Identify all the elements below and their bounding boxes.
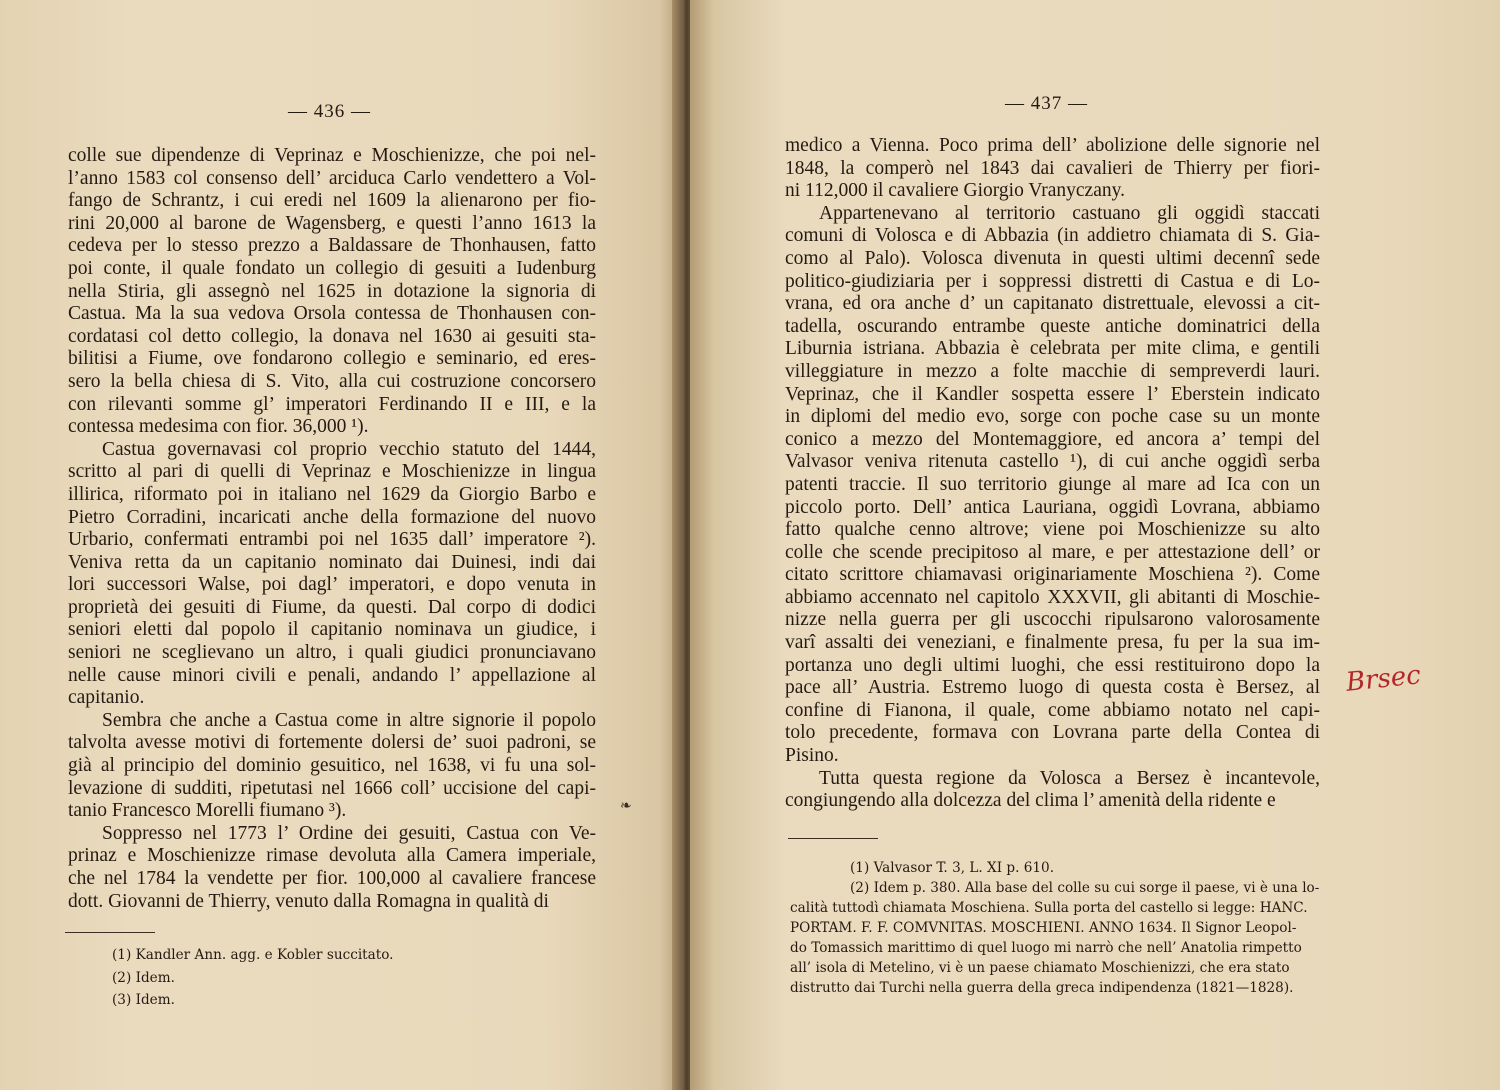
text-line: tadella, oscurando entrambe queste antiche dominatrici della [785, 315, 1320, 337]
footnote-rule [788, 838, 878, 839]
footnote-line: (1) Kandler Ann. agg. e Kobler succitato. [112, 947, 394, 963]
ink-mark: ❧ [620, 799, 632, 814]
text-line: nelle cause minori civili e penali, andando l’ appellazione al [68, 664, 596, 686]
text-line: Castua. Ma la sua vedova Orsola contessa de Thonhausen con- [68, 303, 596, 325]
text-line: Tutta questa regione da Volosca a Bersez è incantevole, [819, 767, 1320, 789]
text-line: cedeva per lo stesso prezzo a Baldassare de Thonhausen, fatto [68, 235, 596, 257]
text-line: colle sue dipendenze di Veprinaz e Moschienizze, che poi nel- [68, 145, 596, 166]
text-line: che nel 1784 la vendette per fior. 100,000 al cavaliere francese [68, 868, 596, 889]
text-line: Soppresso nel 1773 l’ Ordine dei gesuiti, Castua con Ve- [102, 822, 596, 844]
text-line: Sembra che anche a Castua come in altre signorie il popolo [102, 709, 596, 731]
text-line: ni 112,000 il cavaliere Giorgio Vranyczany. [785, 180, 1125, 202]
footnotes [112, 945, 393, 1013]
text-line: illirica, riformato poi in italiano nel 1629 da Giorgio Barbo e [68, 483, 596, 505]
text-line: Pisino. [785, 745, 839, 767]
text-line: talvolta avesse motivi di fortemente dolersi de’ suoi padroni, se [68, 732, 596, 754]
text-line: como al Palo). Volosca divenuta in questi ultimi decennî sede [785, 247, 1320, 269]
page-body [68, 145, 596, 913]
text-line: nella Stiria, gli assegnò nel 1625 in dotazione la signoria di [68, 280, 596, 302]
text-line: piccolo porto. Dell’ antica Lauriana, oggidì Lovrana, abbiamo [785, 496, 1320, 518]
text-line: confine di Fianona, il quale, come abbiamo notato nel capi- [785, 699, 1320, 721]
text-line: pace all’ Austria. Estremo luogo di questa costa è Bersez, al [785, 677, 1320, 699]
right-page [690, 0, 1500, 1090]
text-line: bilitisi a Fiume, ove fondarono collegio e seminario, ed eres- [68, 348, 596, 370]
footnote-line: (3) Idem. [112, 992, 175, 1009]
text-line: varî assalti dei veneziani, e finalmente presa, fu per la sua im- [785, 632, 1320, 654]
footnote-line: distrutto dai Turchi nella guerra della greca indipendenza (1821—1828). [790, 980, 1294, 996]
text-line: già al principio del dominio gesuitico, nel 1638, vi fu una sol- [68, 755, 596, 777]
text-line: in diplomi del medio evo, sorge con poche case su un monte [785, 406, 1320, 428]
text-line: vrana, ed ora anche d’ un capitanato distrettuale, elevossi a cit- [785, 293, 1320, 315]
text-line: Veniva retta da un capitanio nominato dai Duinesi, indi dai [68, 551, 596, 573]
footnote-line: calità tuttodì chiamata Moschiena. Sulla porta del castello si legge: HANC. [790, 900, 1308, 916]
text-line: villeggiature in mezzo a folte macchie di sempreverdi lauri. [785, 360, 1320, 382]
text-line: contessa medesima con fior. 36,000 ¹). [68, 416, 369, 438]
text-line: patenti traccie. Il suo territorio giunge al mare ad Ica con un [785, 473, 1320, 495]
text-line: Valvasor veniva ritenuta castello ¹), di cui anche oggidì serba [785, 451, 1320, 473]
text-line: proprietà dei gesuiti di Fiume, da questi. Dal corpo di dodici [68, 596, 596, 618]
text-line: lori successori Walse, poi dagl’ imperatori, e dopo venuta in [68, 574, 596, 596]
text-line: nizze nella guerra per gli uscocchi ripulsarono valorosamente [785, 609, 1320, 631]
handwritten-margin-note: Brsec [1344, 660, 1423, 698]
text-line: sero la bella chiesa di S. Vito, alla cui costruzione concorsero [68, 370, 596, 392]
text-line: Urbario, confermati entrambi poi nel 1635 dall’ imperatore ²). [68, 529, 596, 551]
text-line: con rilevanti somme gl’ imperatori Ferdinando II e III, e la [68, 393, 596, 415]
footnote-line: do Tomassich marittimo di quel luogo mi narrò che nell’ Anatolia rimpetto [790, 940, 1302, 956]
text-line: prinaz e Moschienizze rimase devoluta alla Camera imperiale, [68, 845, 596, 867]
footnote-line: (1) Valvasor T. 3, L. XI p. 610. [850, 860, 1055, 876]
text-line: rini 20,000 al barone de Wagensberg, e questi l’anno 1613 la [68, 212, 596, 234]
text-line: abbiamo accennato nel capitolo XXXVII, gli abitanti di Moschie- [785, 586, 1320, 608]
text-line: conico a mezzo del Montemaggiore, ed ancora a’ tempi del [785, 428, 1320, 450]
text-line: 1848, la comperò nel 1843 dai cavalieri de Thierry per fiori- [785, 157, 1320, 179]
text-line: fatto qualche cenno altrove; viene poi Moschienizze su alto [785, 519, 1320, 541]
text-line: tolo precedente, formava con Lovrana parte della Contea di [785, 722, 1320, 744]
page-body [785, 135, 1320, 813]
text-line: portanza uno degli ultimi luoghi, che essi restituirono dopo la [785, 654, 1320, 676]
text-line: tanio Francesco Morelli fiumano ³). [68, 800, 347, 822]
text-line: politico-giudiziaria per i soppressi distretti di Castua e di Lo- [785, 270, 1320, 292]
text-line: scritto al pari di quelli di Veprinaz e Moschienizze in lingua [68, 461, 596, 483]
footnote-line: all’ isola di Metelino, vi è un paese chiamato Moschienizzi, che era stato [790, 960, 1290, 976]
footnote-rule [65, 932, 155, 933]
text-line: poi conte, il quale fondato un collegio di gesuiti a Iudenburg [68, 257, 596, 279]
text-line: colle che scende precipitoso al mare, e per attestazione dell’ or [785, 541, 1320, 563]
text-line: Castua governavasi col proprio vecchio statuto del 1444, [102, 438, 596, 460]
text-line: comuni di Volosca e di Abbazia (in addietro chiamata di S. Gia- [785, 225, 1320, 247]
text-line: cordatasi col detto collegio, la donava nel 1630 ai gesuiti sta- [68, 325, 596, 347]
text-line: congiungendo alla dolcezza del clima l’ amenità della ridente e [785, 790, 1276, 812]
text-line: citato scrittore chiamavasi originariamente Moschiena ²). Come [785, 564, 1320, 586]
page-number: — 436 — [288, 101, 371, 122]
footnote-line: PORTAM. F. F. COMVNITAS. MOSCHIENI. ANNO 1634. Il Signor Leopol- [790, 920, 1297, 936]
text-line: seniori ne sceglievano un altro, i quali giudici pronunciavano [68, 642, 596, 664]
left-page [0, 0, 680, 1090]
text-line: capitanio. [68, 687, 145, 709]
text-line: Liburnia istriana. Abbazia è celebrata per mite clima, e gentili [785, 338, 1320, 360]
text-line: levazione di sudditi, ripetutasi nel 1666 coll’ uccisione del capi- [68, 777, 596, 799]
text-line: fango de Schrantz, i cui eredi nel 1609 la alienarono per fio- [68, 190, 596, 212]
footnotes [790, 858, 1320, 998]
footnote-line: (2) Idem p. 380. Alla base del colle su cui sorge il paese, vi è una lo- [850, 880, 1320, 896]
footnote-line: (2) Idem. [112, 969, 175, 986]
text-line: Pietro Corradini, incaricati anche della formazione del nuovo [68, 506, 596, 528]
text-line: l’anno 1583 col consenso dell’ arciduca Carlo vendettero a Vol- [68, 167, 596, 189]
text-line: medico a Vienna. Poco prima dell’ abolizione delle signorie nel [785, 135, 1320, 156]
page-number: — 437 — [1005, 93, 1088, 114]
text-line: Appartenevano al territorio castuano gli oggidì staccati [819, 202, 1320, 224]
text-line: Veprinaz, che il Kandler sospetta essere l’ Eberstein indicato [785, 383, 1320, 405]
text-line: seniori eletti dal popolo il capitanio nominava un giudice, i [68, 619, 596, 641]
text-line: dott. Giovanni de Thierry, venuto dalla Romagna in qualità di [68, 890, 549, 912]
